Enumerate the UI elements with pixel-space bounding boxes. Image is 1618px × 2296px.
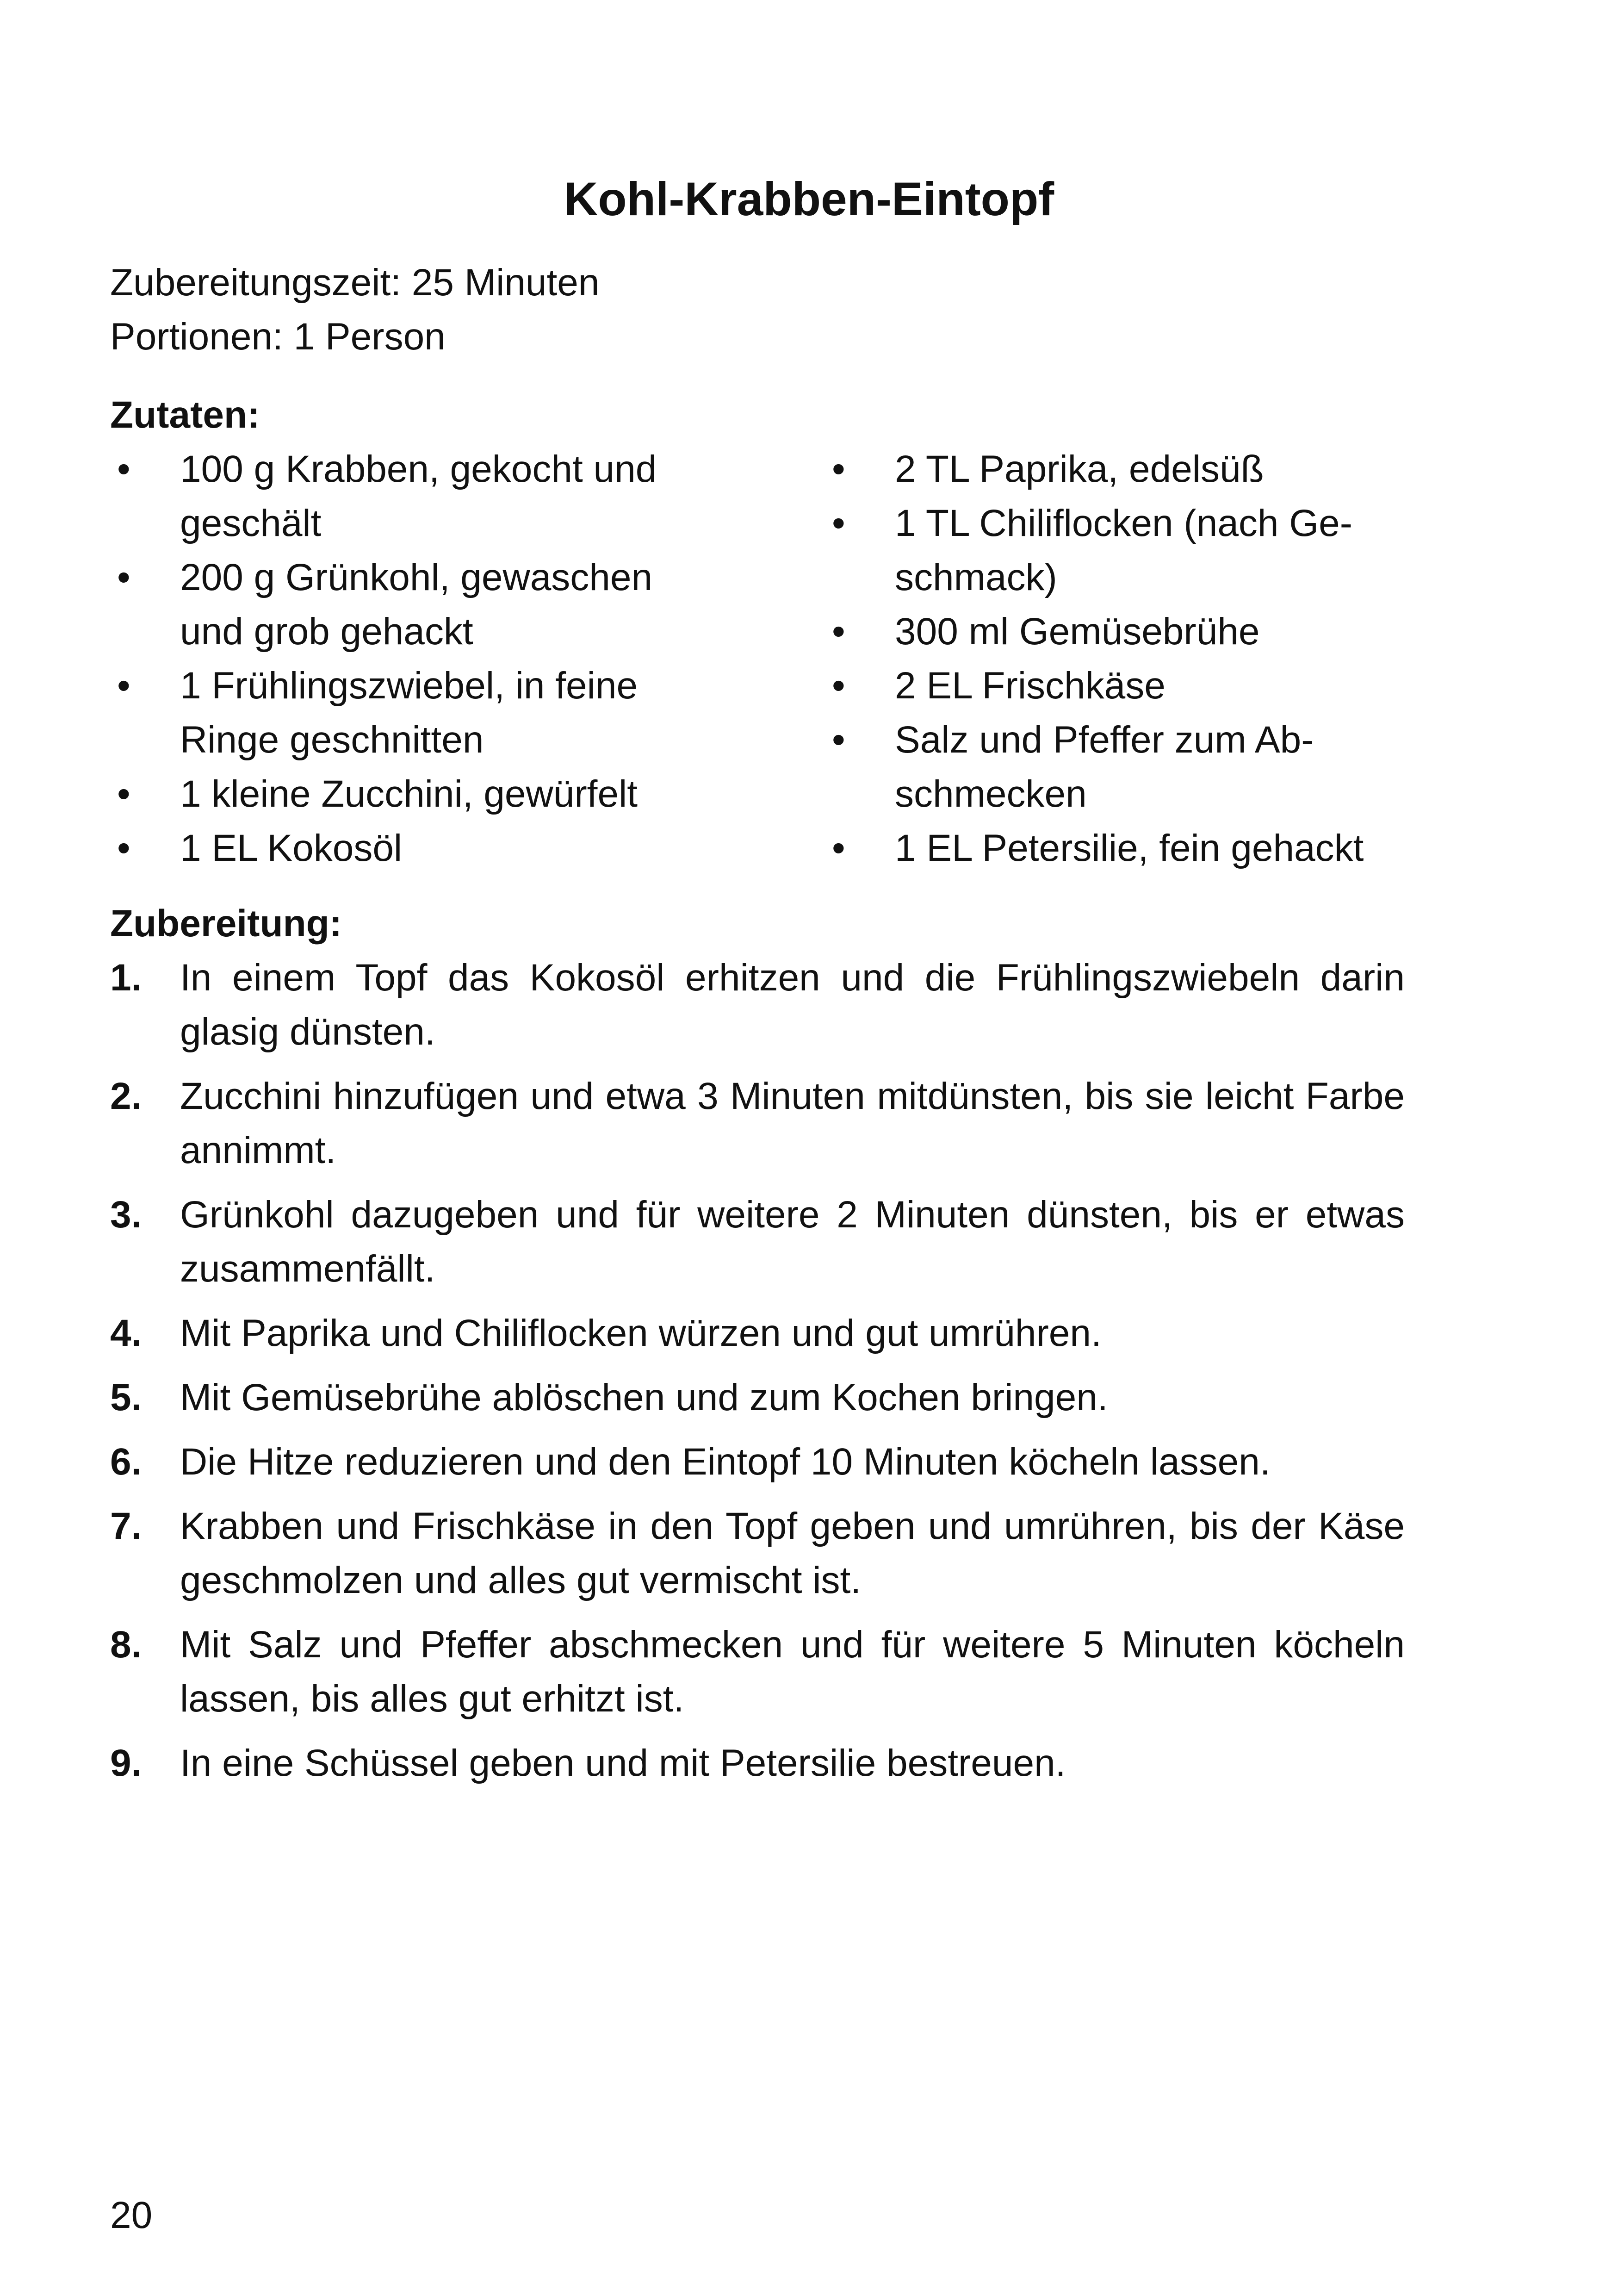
ingredient-item bbox=[110, 821, 688, 875]
step-number: 5. bbox=[110, 1376, 142, 1419]
ingredient-item bbox=[825, 713, 1380, 821]
step-number: 4. bbox=[110, 1312, 142, 1354]
bullet-icon: • bbox=[832, 665, 845, 707]
ingredient-text: 1 EL Kokosöl bbox=[180, 827, 403, 869]
ingredient-text: 1 TL Chiliflocken (nach Ge-schmack) bbox=[895, 502, 1353, 598]
step-number: 2. bbox=[110, 1075, 142, 1117]
bullet-icon: • bbox=[117, 827, 130, 869]
ingredients-heading: Zutaten: bbox=[110, 394, 260, 436]
page-number: 20 bbox=[110, 2194, 153, 2236]
ingredient-text: 100 g Krabben, gekocht und geschält bbox=[180, 448, 657, 544]
step-number: 9. bbox=[110, 1742, 142, 1784]
step-item bbox=[110, 1435, 1405, 1489]
step-text: Krabben und Frischkäse in den Topf geben und umrühren, bis der Käse geschmolzen und alles gut vermischt ist. bbox=[180, 1505, 1405, 1601]
step-item bbox=[110, 1188, 1405, 1296]
bullet-icon: • bbox=[832, 610, 845, 653]
ingredient-item bbox=[110, 659, 688, 767]
step-number: 1. bbox=[110, 957, 142, 999]
preparation-heading: Zubereitung: bbox=[110, 902, 342, 945]
bullet-icon: • bbox=[832, 502, 845, 544]
bullet-icon: • bbox=[832, 448, 845, 490]
recipe-title: Kohl-Krabben-Eintopf bbox=[564, 173, 1054, 225]
step-item bbox=[110, 951, 1405, 1059]
ingredient-text: 2 EL Frischkäse bbox=[895, 665, 1165, 707]
ingredient-item bbox=[825, 442, 1380, 496]
ingredient-item bbox=[825, 659, 1380, 713]
preparation-steps bbox=[110, 951, 1405, 1800]
ingredient-item bbox=[110, 767, 688, 821]
ingredient-item bbox=[825, 821, 1380, 875]
prep-time: Zubereitungszeit: 25 Minuten bbox=[110, 261, 600, 304]
servings: Portionen: 1 Person bbox=[110, 316, 446, 358]
step-text: In einem Topf das Kokosöl erhitzen und die Frühlingszwiebeln darin glasig dünsten. bbox=[180, 957, 1405, 1053]
step-item bbox=[110, 1736, 1405, 1790]
step-item bbox=[110, 1069, 1405, 1177]
ingredient-text: 1 Frühlingszwiebel, in feine Ringe geschnitten bbox=[180, 665, 638, 761]
bullet-icon: • bbox=[117, 665, 130, 707]
bullet-icon: • bbox=[832, 827, 845, 869]
ingredient-text: 1 kleine Zucchini, gewürfelt bbox=[180, 773, 638, 815]
step-number: 8. bbox=[110, 1624, 142, 1666]
step-text: Zucchini hinzufügen und etwa 3 Minuten mitdünsten, bis sie leicht Farbe annimmt. bbox=[180, 1075, 1405, 1171]
step-text: Mit Paprika und Chiliflocken würzen und gut umrühren. bbox=[180, 1312, 1102, 1354]
bullet-icon: • bbox=[117, 773, 130, 815]
ingredient-text: 1 EL Petersilie, fein gehackt bbox=[895, 827, 1364, 869]
step-number: 7. bbox=[110, 1505, 142, 1547]
bullet-icon: • bbox=[117, 556, 130, 598]
ingredients-list-left bbox=[110, 442, 688, 875]
ingredient-text: 2 TL Paprika, edelsüß bbox=[895, 448, 1264, 490]
step-item bbox=[110, 1618, 1405, 1726]
ingredient-item bbox=[825, 496, 1380, 604]
ingredient-item bbox=[825, 604, 1380, 659]
step-number: 3. bbox=[110, 1194, 142, 1236]
step-text: Grünkohl dazugeben und für weitere 2 Minuten dünsten, bis er etwas zusammenfällt. bbox=[180, 1194, 1405, 1290]
step-item bbox=[110, 1306, 1405, 1360]
ingredient-item bbox=[110, 442, 781, 550]
bullet-icon: • bbox=[117, 448, 130, 490]
ingredient-text: 200 g Grünkohl, gewaschen und grob gehackt bbox=[180, 556, 653, 653]
ingredients-list-right bbox=[825, 442, 1380, 875]
step-item bbox=[110, 1499, 1405, 1607]
recipe-meta bbox=[110, 255, 600, 364]
step-text: Mit Gemüsebrühe ablöschen und zum Kochen bringen. bbox=[180, 1376, 1108, 1419]
step-text: Die Hitze reduzieren und den Eintopf 10 Minuten köcheln lassen. bbox=[180, 1441, 1271, 1483]
ingredient-text: Salz und Pfeffer zum Ab-schmecken bbox=[895, 719, 1314, 815]
step-text: Mit Salz und Pfeffer abschmecken und für weitere 5 Minuten köcheln lassen, bis alles gut erhitzt ist. bbox=[180, 1624, 1405, 1720]
step-text: In eine Schüssel geben und mit Petersilie bestreuen. bbox=[180, 1742, 1066, 1784]
step-item bbox=[110, 1370, 1405, 1425]
bullet-icon: • bbox=[832, 719, 845, 761]
ingredient-text: 300 ml Gemüsebrühe bbox=[895, 610, 1260, 653]
step-number: 6. bbox=[110, 1441, 142, 1483]
ingredient-item bbox=[110, 550, 688, 659]
